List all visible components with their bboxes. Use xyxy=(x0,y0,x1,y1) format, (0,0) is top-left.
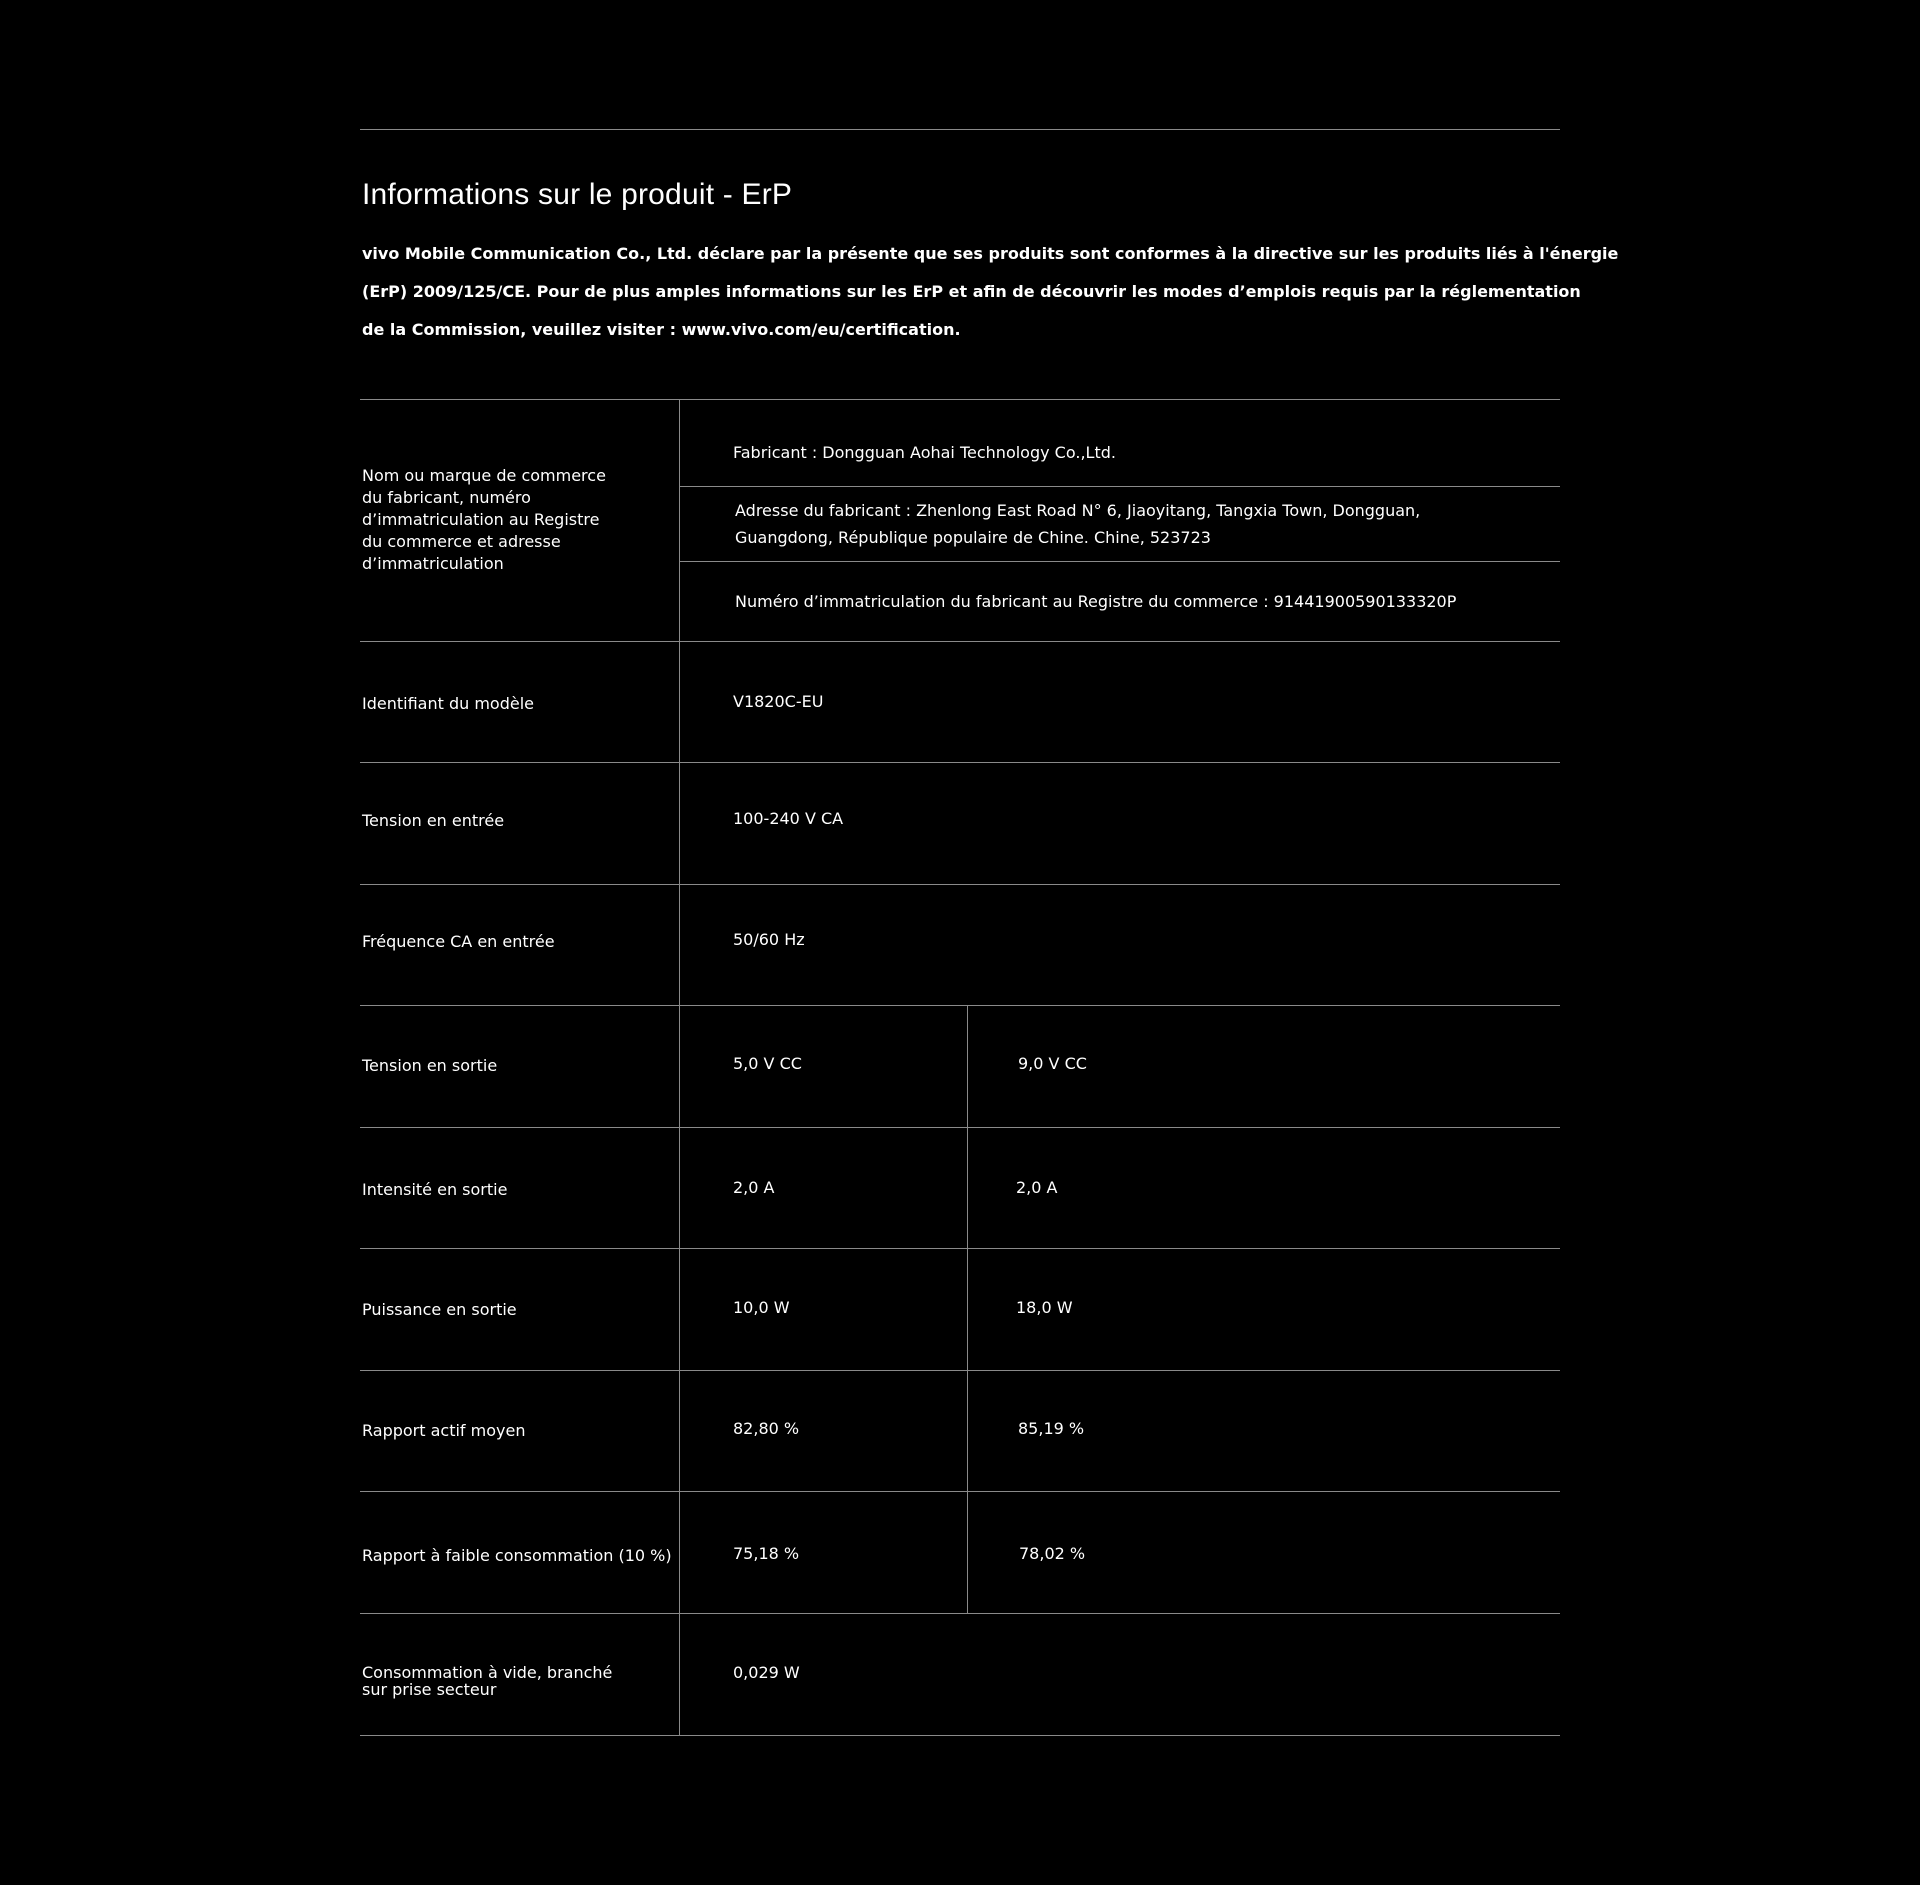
intro-line-2: (ErP) 2009/125/CE. Pour de plus amples informations sur les ErP et afin de découvrir les modes d’emplois requis par la réglementation xyxy=(362,282,1581,301)
output-voltage-value-1: 5,0 V CC xyxy=(733,1054,802,1073)
intro-line-1: vivo Mobile Communication Co., Ltd. déclare par la présente que ses produits sont conformes à la directive sur les produits liés à l'énergie xyxy=(362,244,1619,263)
input-frequency-value: 50/60 Hz xyxy=(733,930,805,949)
row-rule xyxy=(360,1735,1560,1736)
manufacturer-label-line: Nom ou marque de commerce xyxy=(362,466,606,485)
output-power-label: Puissance en sortie xyxy=(362,1300,517,1319)
row-rule xyxy=(360,1248,1560,1249)
row-rule xyxy=(680,561,1560,562)
model-value: V1820C-EU xyxy=(733,692,824,711)
low-load-efficiency-label: Rapport à faible consommation (10 %) xyxy=(362,1546,672,1565)
output-current-value-2: 2,0 A xyxy=(1016,1178,1058,1197)
row-rule xyxy=(360,762,1560,763)
manufacturer-label-line: d’immatriculation au Registre xyxy=(362,510,600,529)
manufacturer-label-line: d’immatriculation xyxy=(362,554,504,573)
output-voltage-value-2: 9,0 V CC xyxy=(1018,1054,1087,1073)
avg-efficiency-value-2: 85,19 % xyxy=(1018,1419,1085,1438)
output-power-value-2: 18,0 W xyxy=(1016,1298,1073,1317)
page-title: Informations sur le produit - ErP xyxy=(362,178,793,211)
manufacturer-name: Fabricant : Dongguan Aohai Technology Co.,Ltd. xyxy=(733,443,1116,462)
no-load-label-line: Consommation à vide, branché xyxy=(362,1663,613,1682)
output-current-value-1: 2,0 A xyxy=(733,1178,775,1197)
avg-efficiency-label: Rapport actif moyen xyxy=(362,1421,526,1440)
model-label: Identifiant du modèle xyxy=(362,694,535,713)
input-frequency-label: Fréquence CA en entrée xyxy=(362,932,555,951)
row-rule xyxy=(360,1613,1560,1614)
low-load-efficiency-value-1: 75,18 % xyxy=(733,1544,800,1563)
row-rule xyxy=(360,884,1560,885)
column-rule xyxy=(679,399,680,1735)
column-rule xyxy=(967,1005,968,1613)
avg-efficiency-value-1: 82,80 % xyxy=(733,1419,800,1438)
input-voltage-label: Tension en entrée xyxy=(362,811,505,830)
row-rule xyxy=(680,486,1560,487)
row-rule xyxy=(360,1005,1560,1006)
manufacturer-address-line-2: Guangdong, République populaire de Chine. Chine, 523723 xyxy=(735,528,1211,547)
low-load-efficiency-value-2: 78,02 % xyxy=(1019,1544,1086,1563)
no-load-label xyxy=(362,1664,612,1698)
manufacturer-address-line-1: Adresse du fabricant : Zhenlong East Road N° 6, Jiaoyitang, Tangxia Town, Dongguan, xyxy=(735,501,1421,520)
manufacturer-registration: Numéro d’immatriculation du fabricant au Registre du commerce : 91441900590133320P xyxy=(735,592,1457,611)
output-power-value-1: 10,0 W xyxy=(733,1298,790,1317)
row-rule xyxy=(360,399,1560,400)
output-voltage-label: Tension en sortie xyxy=(362,1056,498,1075)
input-voltage-value: 100-240 V CA xyxy=(733,809,844,828)
manufacturer-label-line: du fabricant, numéro xyxy=(362,488,531,507)
row-rule xyxy=(360,1370,1560,1371)
row-rule xyxy=(360,1491,1560,1492)
no-load-value: 0,029 W xyxy=(733,1663,800,1682)
row-rule xyxy=(360,1127,1560,1128)
manufacturer-label xyxy=(362,465,606,575)
intro-line-3: de la Commission, veuillez visiter : www.vivo.com/eu/certification. xyxy=(362,320,961,339)
top-rule xyxy=(360,129,1560,130)
row-rule xyxy=(360,641,1560,642)
output-current-label: Intensité en sortie xyxy=(362,1180,508,1199)
manufacturer-label-line: du commerce et adresse xyxy=(362,532,561,551)
no-load-label-line: sur prise secteur xyxy=(362,1680,497,1699)
